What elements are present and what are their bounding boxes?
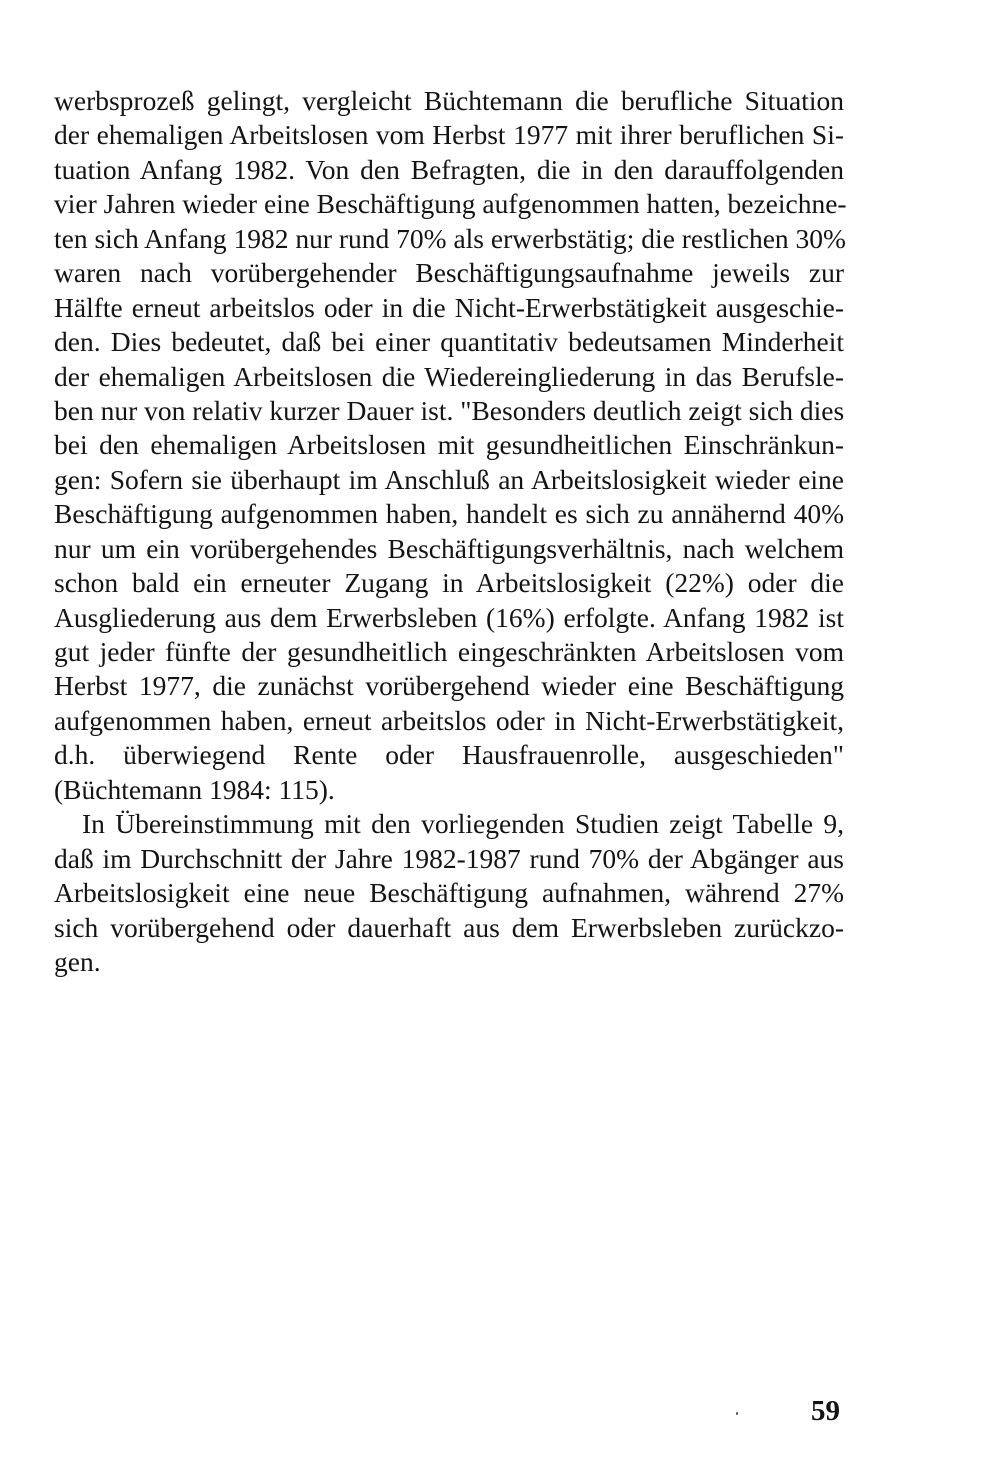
text-line: bei den ehemaligen Arbeitslosen mit gesundheitlichen Einschränkun- (54, 429, 844, 461)
text-line: d.h. überwiegend Rente oder Hausfrauenrolle, ausgeschieden" (54, 739, 844, 771)
text-line: der ehemaligen Arbeitslosen vom Herbst 1977 mit ihrer beruflichen Si- (54, 119, 844, 151)
body-text (54, 84, 847, 979)
text-line: (Büchtemann 1984: 115). (54, 773, 335, 805)
text-line: ben nur von relativ kurzer Dauer ist. "Besonders deutlich zeigt sich dies (54, 394, 845, 426)
text-line: daß im Durchschnitt der Jahre 1982-1987 rund 70% der Abgänger aus (54, 842, 844, 874)
paragraph-2 (54, 807, 844, 979)
text-line: tuation Anfang 1982. Von den Befragten, die in den darauffolgenden (54, 153, 844, 185)
text-line: Arbeitslosigkeit eine neue Beschäftigung aufnahmen, während 27% (54, 877, 844, 909)
text-line: den. Dies bedeutet, daß bei einer quantitativ bedeutsamen Minderheit (54, 326, 844, 358)
text-line: vier Jahren wieder eine Beschäftigung aufgenommen hatten, bezeichne- (54, 188, 847, 220)
text-line: gen. (54, 945, 101, 977)
text-line: waren nach vorübergehender Beschäftigungsaufnahme jeweils zur (54, 257, 844, 289)
text-line: Beschäftigung aufgenommen haben, handelt es sich zu annähernd 40% (54, 498, 844, 530)
text-line: sich vorübergehend oder dauerhaft aus dem Erwerbsleben zurückzo- (54, 911, 844, 943)
text-line: ten sich Anfang 1982 nur rund 70% als erwerbstätig; die restlichen 30% (54, 222, 846, 254)
text-line: nur um ein vorübergehendes Beschäftigungsverhältnis, nach welchem (54, 532, 844, 564)
text-line: der ehemaligen Arbeitslosen die Wiedereingliederung in das Berufsle- (54, 360, 844, 392)
text-line: Herbst 1977, die zunächst vorübergehend wieder eine Beschäftigung (54, 670, 844, 702)
text-line: werbsprozeß gelingt, vergleicht Büchtemann die berufliche Situation (54, 85, 844, 116)
text-line: In Übereinstimmung mit den vorliegenden Studien zeigt Tabelle 9, (82, 808, 844, 840)
scan-speck (736, 1412, 738, 1415)
text-line: aufgenommen haben, erneut arbeitslos oder in Nicht-Erwerbstätigkeit, (54, 704, 844, 736)
paragraph-1 (54, 84, 847, 807)
page-number: 59 (811, 1395, 840, 1427)
text-line: schon bald ein erneuter Zugang in Arbeitslosigkeit (22%) oder die (54, 567, 844, 599)
text-line: Ausgliederung aus dem Erwerbsleben (16%) erfolgte. Anfang 1982 ist (54, 601, 844, 633)
text-line: Hälfte erneut arbeitslos oder in die Nicht-Erwerbstätigkeit ausgeschie- (54, 291, 844, 323)
text-line: gen: Sofern sie überhaupt im Anschluß an Arbeitslosigkeit wieder eine (54, 463, 844, 495)
text-line: gut jeder fünfte der gesundheitlich eingeschränkten Arbeitslosen vom (54, 636, 844, 667)
